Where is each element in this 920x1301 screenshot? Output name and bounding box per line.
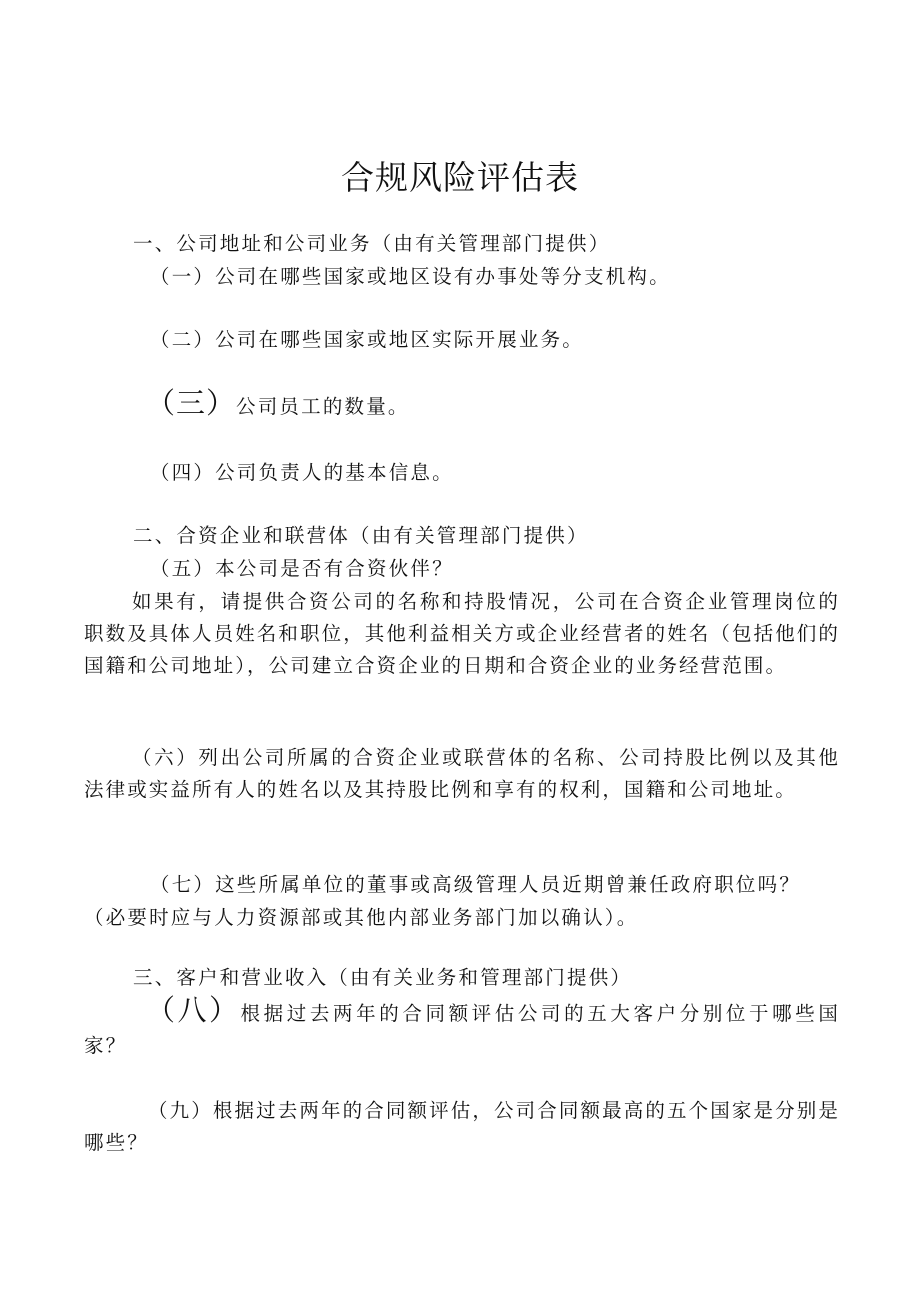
section-heading-1: 一、公司地址和公司业务（由有关管理部门提供） [133,232,611,255]
question-3-number: （三） [146,386,237,420]
question-8 [84,994,840,1062]
question-5: （五）本公司是否有合资伙伴？ [150,557,454,580]
question-4: （四）公司负责人的基本信息。 [150,461,454,484]
question-3 [146,387,410,423]
page-title: 合规风险评估表 [341,158,579,197]
question-5-detail: 如果有，请提供合资公司的名称和持股情况，公司在合资企业管理岗位的职数及具体人员姓名和职位，其他利益相关方或企业经营者的姓名（包括他们的国籍和公司地址），公司建立合资企业的日期和合资企业的业务经营范围。 [84,590,841,677]
question-1: （一）公司在哪些国家或地区设有办事处等分支机构。 [150,265,671,288]
question-2: （二）公司在哪些国家或地区实际开展业务。 [150,328,585,351]
question-7-line-1: （七）这些所属单位的董事或高级管理人员近期曾兼任政府职位吗？ [150,873,802,896]
question-7-line-2: （必要时应与人力资源部或其他内部业务部门加以确认）。 [84,906,639,929]
question-8-number: （八） [146,993,241,1027]
section-heading-3: 三、客户和营业收入（由有关业务和管理部门提供） [133,966,633,989]
section-heading-2: 二、合资企业和联营体（由有关管理部门提供） [133,524,589,547]
question-3-text: 公司员工的数量。 [236,395,410,418]
question-8-text: 根据过去两年的合同额评估公司的五大客户分别位于哪些国家？ [84,1002,840,1057]
question-9: （九）根据过去两年的合同额评估，公司合同额最高的五个国家是分别是哪些？ [84,1099,840,1154]
question-6: （六）列出公司所属的合资企业或联营体的名称、公司持股比例以及其他法律或实益所有人的姓名以及其持股比例和享有的权利，国籍和公司地址。 [84,746,840,801]
